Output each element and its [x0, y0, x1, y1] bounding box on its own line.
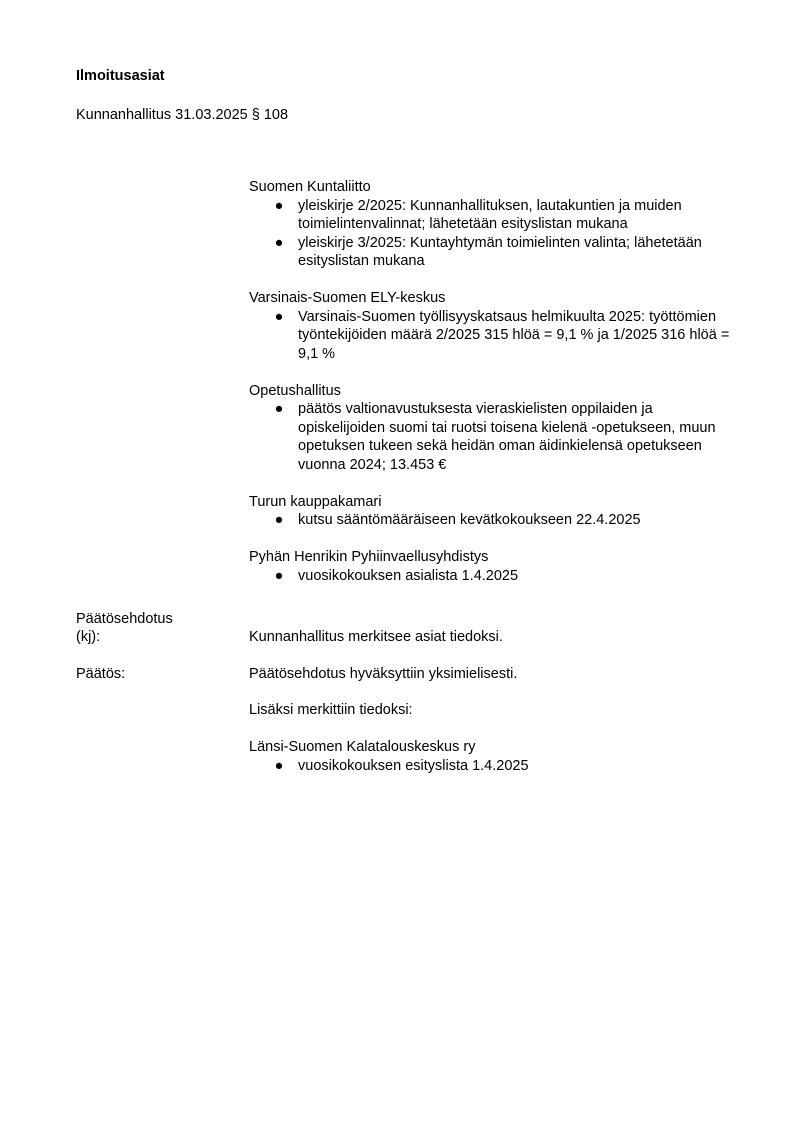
bullet-icon: ●	[274, 401, 284, 417]
list-item	[249, 567, 739, 586]
list-item	[249, 308, 739, 364]
list-item	[249, 400, 739, 474]
additional-intro: Lisäksi merkittiin tiedoksi:	[249, 702, 413, 718]
section-title: Pyhän Henrikin Pyhiinvaellusyhdistys	[249, 549, 489, 565]
list-item	[249, 511, 739, 530]
section-title: Länsi-Suomen Kalatalouskeskus ry	[249, 739, 476, 755]
bullet-icon: ●	[274, 308, 284, 325]
proposal-label-line1: Päätösehdotus	[76, 611, 173, 627]
section-title: Suomen Kuntaliitto	[249, 179, 371, 195]
bullet-icon: ●	[274, 234, 284, 251]
page-title: Ilmoitusasiat	[76, 68, 165, 84]
section-title: Varsinais-Suomen ELY-keskus	[249, 290, 446, 306]
list-item-text: vuosikokouksen asialista 1.4.2025	[298, 567, 519, 584]
list-item	[249, 757, 739, 776]
meeting-reference: Kunnanhallitus 31.03.2025 § 108	[76, 107, 289, 123]
list-item-text: kutsu sääntömääräiseen kevätkokoukseen 22.4.2025	[298, 512, 641, 528]
list-item-text: vuosikokouksen esityslista 1.4.2025	[298, 757, 529, 774]
list-item-text: yleiskirje 3/2025: Kuntayhtymän toimielinten valinta; lähetetään esityslistan mukana	[298, 234, 702, 269]
section-title: Opetushallitus	[249, 382, 341, 399]
section-ely-keskus	[249, 289, 739, 363]
bullet-icon: ●	[274, 197, 284, 214]
decision-label: Päätös:	[76, 666, 126, 682]
list-item	[249, 234, 739, 271]
bullet-icon: ●	[274, 567, 284, 584]
bullet-icon: ●	[274, 512, 284, 528]
proposal-label	[76, 610, 173, 646]
proposal-text: Kunnanhallitus merkitsee asiat tiedoksi.	[249, 629, 503, 645]
bullet-icon: ●	[274, 757, 284, 774]
section-pyhiinvaellusyhdistys	[249, 548, 739, 585]
list-item-text: Varsinais-Suomen työllisyyskatsaus helmikuulta 2025: työttömien työntekijöiden määrä 2/2025 315 hlöä = 9,1 % ja 1/2025 316 hlöä = 9,1 %	[298, 308, 730, 362]
list-item	[249, 197, 739, 234]
list-item-text: päätös valtionavustuksesta vieraskielisten oppilaiden ja opiskelijoiden suomi tai ruotsi toisena kielenä -opetukseen, muun opetuksen tukeen sekä heidän oman äidinkielensä opetukseen vuonna 2024; 13.453 €	[298, 401, 716, 473]
list-item-text: yleiskirje 2/2025: Kunnanhallituksen, lautakuntien ja muiden toimielintenvalinnat; lähetetään esityslistan mukana	[298, 197, 682, 232]
section-opetushallitus	[249, 382, 739, 475]
section-kauppakamari	[249, 493, 739, 530]
proposal-label-line2: (kj):	[76, 629, 101, 645]
decision-text: Päätösehdotus hyväksyttiin yksimielisesti.	[249, 666, 518, 682]
section-title: Turun kauppakamari	[249, 493, 382, 510]
additional-notices	[249, 701, 739, 775]
announcements-list	[249, 178, 739, 604]
section-kuntaliitto	[249, 178, 739, 271]
